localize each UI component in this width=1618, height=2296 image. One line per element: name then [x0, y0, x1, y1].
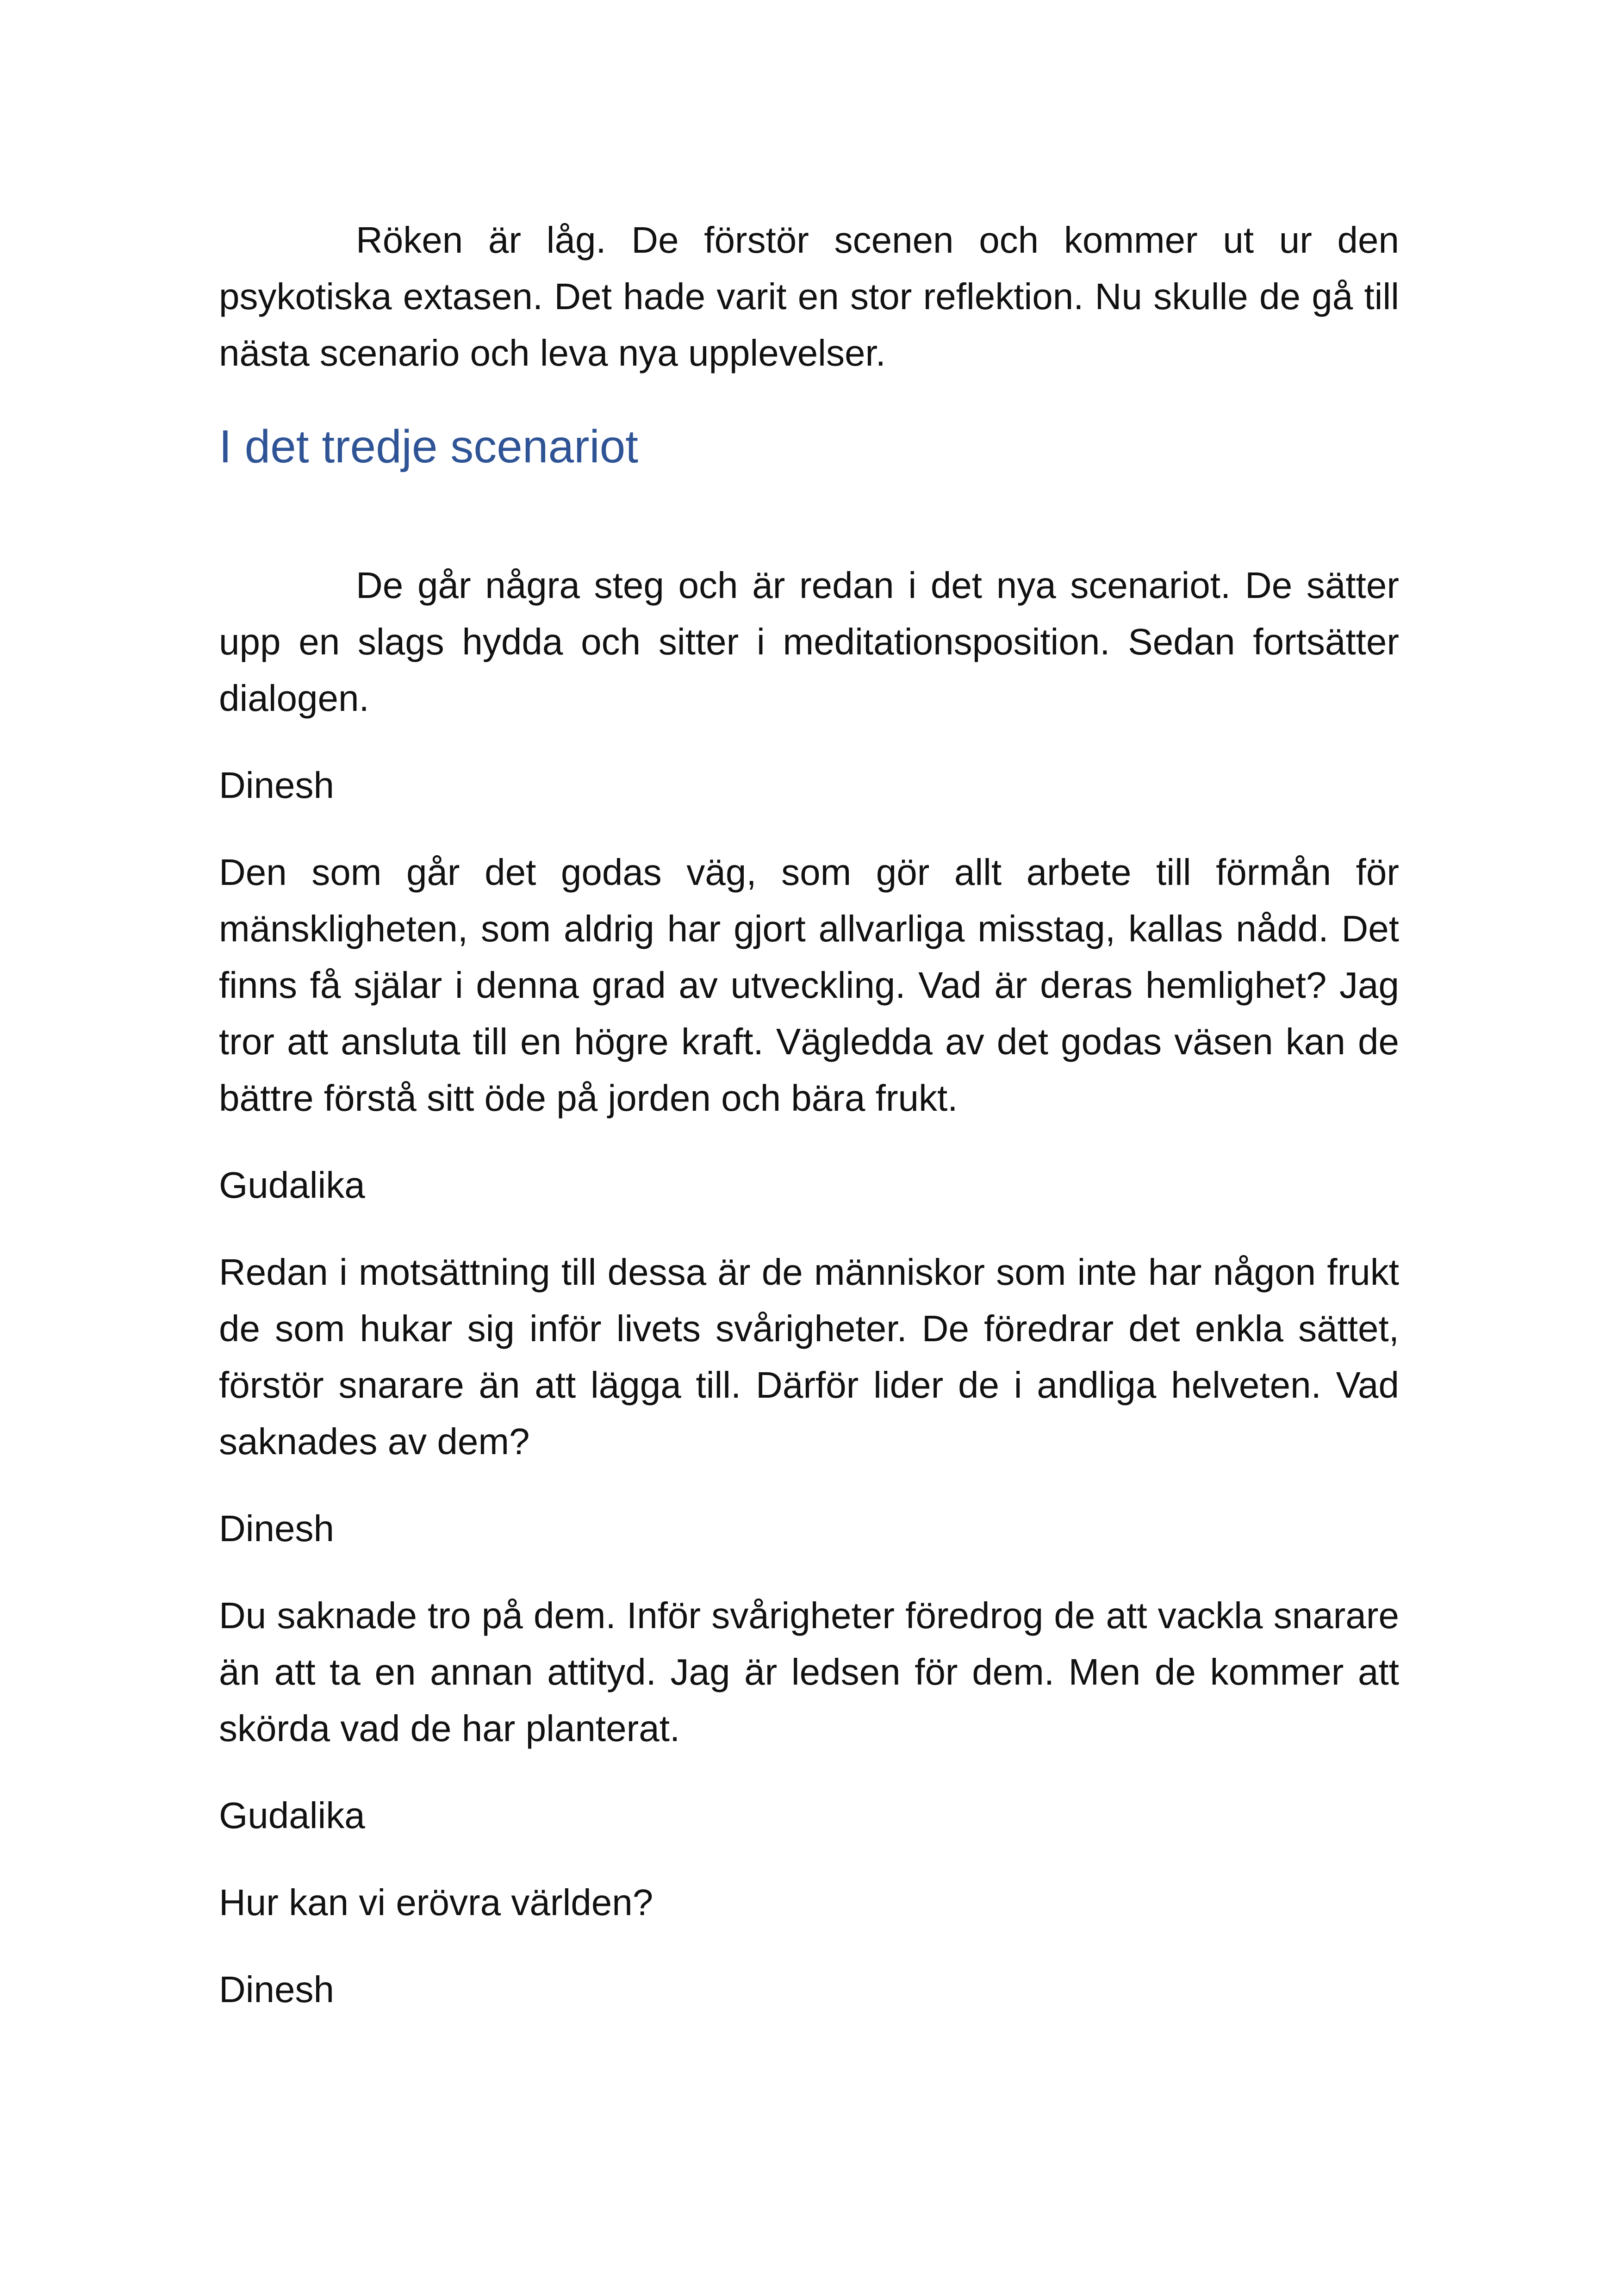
dialogue-line: Redan i motsättning till dessa är de människor som inte har någon frukt de som hukar sig inför livets svårigheter. De föredrar det enkla sättet, förstör snarare än att lägga till. Därför lider de i andliga helveten. Vad saknades av dem?: [219, 1251, 1399, 1462]
spacer: [219, 1470, 1399, 1500]
dialogue-line: Hur kan vi erövra världen?: [219, 1882, 653, 1923]
paragraph-scenario-intro: De går några steg och är redan i det nya scenariot. De sätter upp en slags hydda och sitter i meditationsposition. Sedan fortsätter dialogen.: [219, 565, 1399, 719]
spacer: [219, 381, 1399, 417]
dialogue-line: Du saknade tro på dem. Inför svårigheter föredrog de att vackla snarare än att ta en annan attityd. Jag är ledsen för dem. Men de kommer att skörda vad de har planterat.: [219, 1595, 1399, 1749]
spacer: [219, 1126, 1399, 1157]
spacer: [219, 1931, 1399, 1961]
spacer: [219, 1557, 1399, 1587]
spacer: [219, 1213, 1399, 1244]
spacer: [219, 1844, 1399, 1874]
speaker-name: Dinesh: [219, 1508, 335, 1549]
spacer: [219, 477, 1399, 557]
speaker-name: Gudalika: [219, 1164, 365, 1206]
speaker-name: Dinesh: [219, 1969, 335, 2010]
spacer: [219, 727, 1399, 757]
spacer: [219, 814, 1399, 844]
paragraph-smoke-intro: Röken är låg. De förstör scenen och kommer ut ur den psykotiska extasen. Det hade varit en stor reflektion. Nu skulle de gå till nästa scenario och leva nya upplevelser.: [219, 219, 1399, 373]
speaker-name: Gudalika: [219, 1795, 365, 1836]
speaker-name: Dinesh: [219, 765, 335, 806]
section-heading: I det tredje scenariot: [219, 421, 639, 473]
spacer: [219, 1757, 1399, 1787]
document-body: [219, 212, 1399, 2018]
dialogue-line: Den som går det godas väg, som gör allt arbete till förmån för mänskligheten, som aldrig har gjort allvarliga misstag, kallas nådd. Det finns få själar i denna grad av utveckling. Vad är deras hemlighet? Jag tror att ansluta till en högre kraft. Vägledda av det godas väsen kan de bättre förstå sitt öde på jorden och bära frukt.: [219, 852, 1399, 1119]
